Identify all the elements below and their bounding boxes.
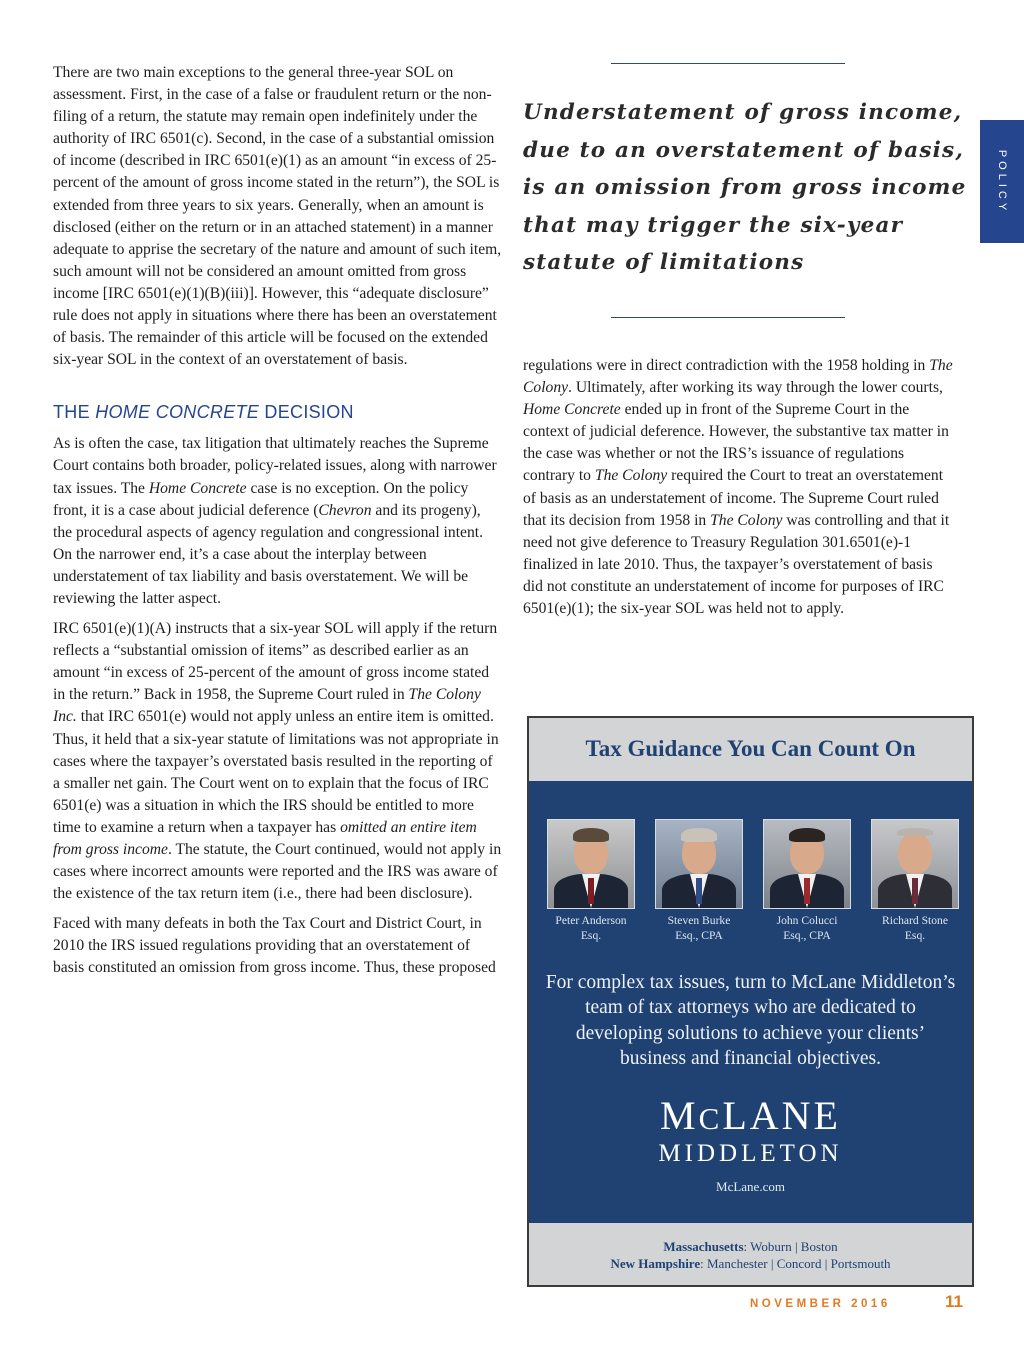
text-run: ended up in front of the Supreme Court in the context of judicial deference. However, the substantive tax matter in the case was whether or not the IRS’s issuance of regulations contrary to	[523, 401, 949, 485]
text-run: IRC 6501(e)(1)(A) instructs that a six-year SOL will apply if the return reflects a “substantial omission of items” as described earlier as an amount “in excess of 25-percent of the amount of gross income stated in the return.” Back in 1958, the Supreme Court ruled in	[53, 620, 498, 704]
paragraph-supreme-court	[523, 355, 953, 620]
page-number: 11	[945, 1292, 963, 1311]
attorney-card	[545, 819, 637, 943]
text-run: and its progeny), the procedural aspects of agency regulation and congressional intent. On the narrower end, it’s a case about the interplay between understatement of tax liability and basis overstatement. We will be reviewing the latter aspect.	[53, 501, 483, 607]
paragraph-irc-6501	[53, 618, 503, 905]
attorney-list	[545, 819, 961, 943]
ad-body-text: For complex tax issues, turn to McLane Middleton’s team of tax attorneys who are dedicated to developing solutions to achieve your clients’ business and financial objectives.	[545, 972, 956, 1069]
attorney-card	[761, 819, 853, 943]
pullquote-top-rule	[611, 63, 845, 64]
ad-website-link[interactable]: McLane.com	[716, 1179, 785, 1194]
case-name: The Colony	[710, 511, 783, 529]
paragraph-policy	[53, 433, 503, 610]
emphasis: omitted an entire item from gross income	[53, 818, 477, 858]
attorney-name: Peter Anderson Esq.	[555, 914, 627, 942]
case-name: Home Concrete	[148, 479, 247, 497]
text-run: required the Court to treat an overstatement of basis as an understatement of income. The Supreme Court ruled that its decision from 1958 in	[523, 467, 944, 529]
ad-header	[529, 718, 972, 781]
heading-text-end: DECISION	[259, 402, 354, 423]
paragraph-exceptions: There are two main exceptions to the general three-year SOL on assessment. First, in the case of a false or fraudulent return or the non-filing of a return, the statute may remain open indefinitely under the authority of IRC 6501(c). Second, in the case of a substantial omission of income (described in IRC 6501(e)(1) as an amount “in excess of 25-percent of the amount of gross income stated in the return”), the SOL is extended from three years to six years. Generally, when an amount is disclosed (either on the return or in an attached statement) in a manner adequate to apprise the secretary of the nature and amount of such item, such amount will not be considered an amount omitted from gross income [IRC 6501(e)(1)(B)(iii)]. However, this “adequate disclosure” rule does not apply in situations where there has been an overstatement of basis. The remainder of this article will be focused on the extended six-year SOL in the context of an overstatement of basis.	[53, 64, 502, 369]
logo-line1: MCLANE	[660, 1093, 841, 1138]
attorney-card	[869, 819, 961, 943]
pullquote-bottom-rule	[611, 317, 845, 318]
mclane-advertisement	[527, 716, 974, 1287]
attorney-photo	[871, 819, 959, 909]
logo-line2: MIDDLETON	[658, 1140, 843, 1167]
heading-text: THE	[53, 402, 96, 423]
pullquote: Understatement of gross income, due to an overstatement of basis, is an omission from gross income that may trigger the six-year statute of limitations	[523, 100, 967, 275]
issue-date: NOVEMBER 2016	[750, 1298, 891, 1310]
text-run: . The statute, the Court continued, would not apply in cases where incorrect amounts were reported and the IRS was aware of the existence of the tax return item (i.e., there had been disclosure).	[53, 841, 502, 903]
text-run: that IRC 6501(e) would not apply unless an entire item is omitted. Thus, it held that a six-year statute of limitations was not appropriate in cases where the taxpayer’s overstated basis resulted in the reporting of a smaller net gain. The Court went on to explain that the focus of IRC 6501(e) was a situation in which the IRS should be entitled to more time to examine a return when a taxpayer has	[53, 708, 499, 836]
case-name: The Colony	[523, 357, 953, 397]
article-left-column	[53, 62, 503, 988]
section-heading	[53, 401, 503, 423]
attorney-card	[653, 819, 745, 943]
section-tab-label: POLICY	[996, 149, 1008, 214]
case-name: The Colony Inc.	[53, 686, 481, 726]
attorney-name: Steven Burke Esq., CPA	[667, 914, 731, 942]
attorney-photo	[547, 819, 635, 909]
heading-case-name: HOME CONCRETE	[95, 402, 260, 423]
case-name: Home Concrete	[523, 401, 621, 419]
locations-new-hampshire: New Hampshire: Manchester | Concord | Portsmouth	[610, 1256, 891, 1271]
text-run: . Ultimately, after working its way through the lower courts,	[568, 379, 943, 397]
section-tab	[980, 120, 1024, 243]
case-name: The Colony	[594, 467, 668, 485]
attorney-photo	[655, 819, 743, 909]
attorney-photo	[763, 819, 851, 909]
ad-footer-locations	[529, 1223, 972, 1285]
locations-massachusetts: Massachusetts: Woburn | Boston	[663, 1239, 838, 1254]
article-right-column	[523, 355, 953, 620]
ad-headline: Tax Guidance You Can Count On	[585, 736, 916, 761]
paragraph-regulations: Faced with many defeats in both the Tax Court and District Court, in 2010 the IRS issued regulations providing that an overstatement of basis constituted an omission from gross income. Thus, these proposed	[53, 915, 496, 977]
text-run: As is often the case, tax litigation that ultimately reaches the Supreme Court contains both broader, policy-related issues, along with narrower tax issues. The	[53, 435, 497, 497]
attorney-name: John Colucci Esq., CPA	[776, 914, 838, 942]
mclane-middleton-logo	[529, 1093, 972, 1195]
text-run: was controlling and that it need not give deference to Treasury Regulation 301.6501(e)-1 finalized in late 2010. Thus, the taxpayer’s overstatement of basis did not constitute an understatement of income for purposes of IRC 6501(e)(1); the six-year SOL was held not to apply.	[523, 511, 950, 618]
case-name: Chevron	[318, 501, 372, 519]
text-run: case is no exception. On the policy front, it is a case about judicial deference (	[53, 479, 469, 519]
attorney-name: Richard Stone Esq.	[881, 914, 948, 942]
text-run: regulations were in direct contradiction with the 1958 holding in	[523, 357, 930, 374]
